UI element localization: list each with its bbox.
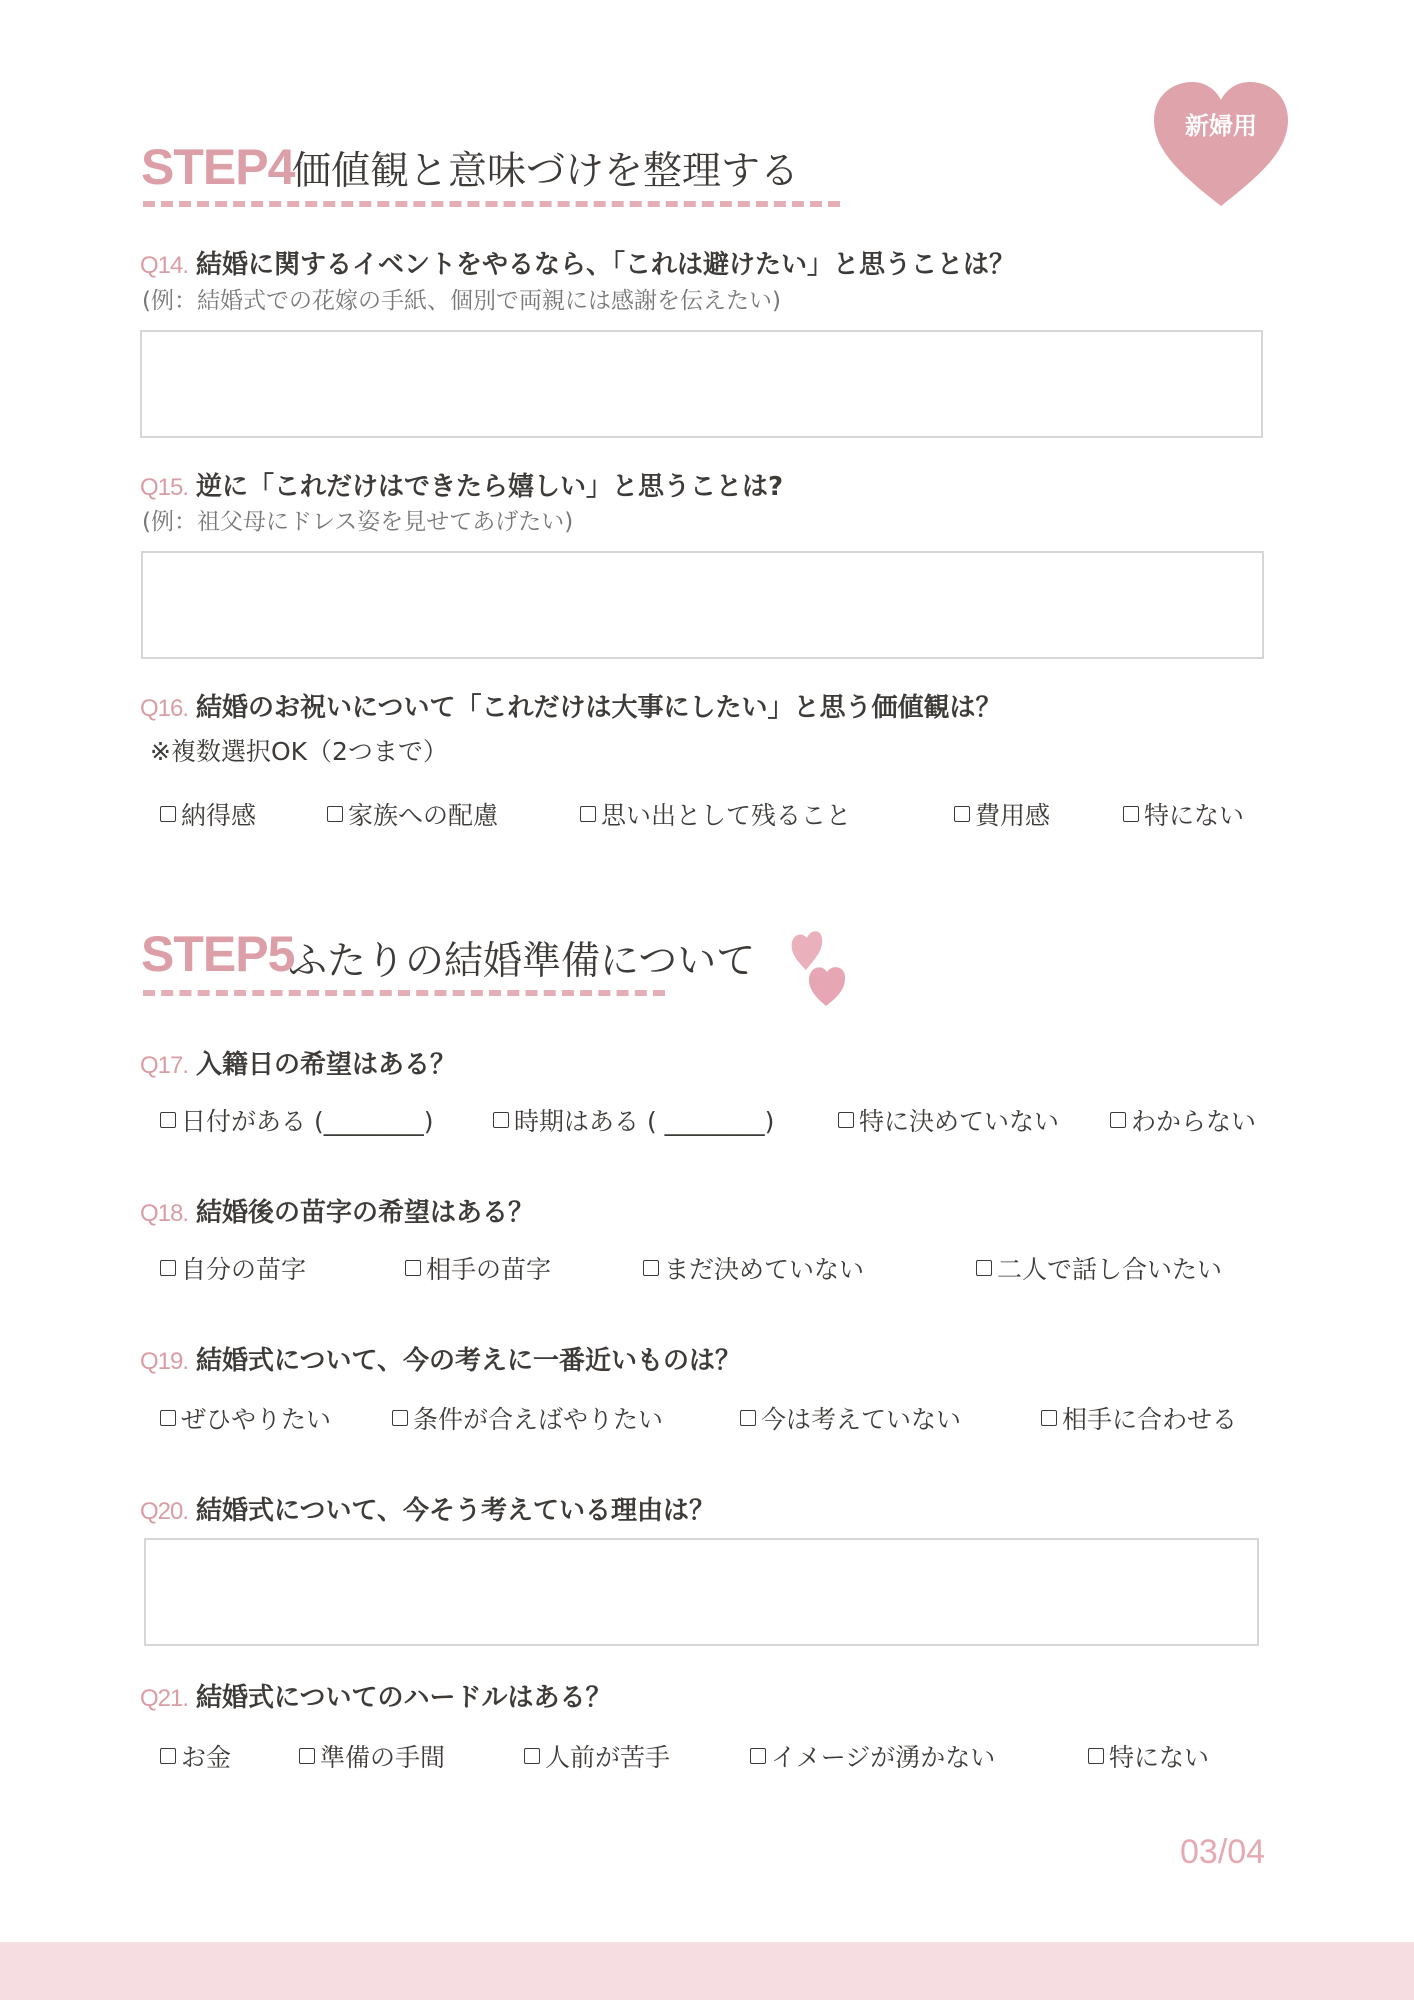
q14-number: Q14. [140,252,189,279]
q20-question [140,1490,715,1527]
step5-number: STEP5 [141,926,295,982]
checkbox[interactable] [1123,806,1139,822]
step5-underline [143,990,665,996]
q21-option[interactable]: 準備の手間 [299,1738,445,1774]
q14-question [140,244,1015,281]
checkbox[interactable] [838,1112,854,1128]
q17-option[interactable]: 日付がある (________) [160,1102,433,1138]
q18-question [140,1192,534,1229]
q14-hint: (例：結婚式での花嫁の手紙、個別で両親には感謝を伝えたい) [142,288,781,314]
q20-text: 結婚式について、今そう考えている理由は？ [196,1496,715,1526]
q21-text: 結婚式についてのハードルはある？ [196,1683,612,1713]
checkbox[interactable] [524,1748,540,1764]
checkbox[interactable] [160,1112,176,1128]
q19-number: Q19. [140,1348,189,1375]
q21-question [140,1677,612,1714]
q19-option[interactable]: 今は考えていない [740,1400,961,1436]
q18-text: 結婚後の苗字の希望はある？ [196,1198,535,1228]
q19-text: 結婚式について、今の考えに一番近いものは？ [196,1346,741,1376]
badge-label: 新婦用 [1185,112,1257,140]
q18-number: Q18. [140,1200,189,1227]
step5-title: ふたりの結婚準備について [288,939,756,984]
checkbox[interactable] [740,1410,756,1426]
checkbox[interactable] [392,1410,408,1426]
q20-number: Q20. [140,1498,189,1525]
q17-number: Q17. [140,1052,189,1079]
bride-badge [1150,78,1292,210]
q19-question [140,1340,741,1377]
checkbox[interactable] [750,1748,766,1764]
q16-option[interactable]: 家族への配慮 [327,796,498,832]
q15-number: Q15. [140,474,189,501]
checkbox[interactable] [493,1112,509,1128]
q21-option[interactable]: 特にない [1088,1738,1209,1774]
checkbox[interactable] [327,806,343,822]
q16-option[interactable]: 納得感 [160,796,256,832]
q16-option[interactable]: 思い出として残ること [580,796,851,832]
page-number: 03/04 [1180,1833,1266,1871]
q15-hint: (例：祖父母にドレス姿を見せてあげたい) [142,509,574,535]
checkbox[interactable] [580,806,596,822]
checkbox[interactable] [160,1410,176,1426]
q18-option[interactable]: 相手の苗字 [405,1250,551,1286]
checkbox[interactable] [954,806,970,822]
checkbox[interactable] [160,1260,176,1276]
step4-underline [143,201,840,207]
heart-icon [1150,78,1292,210]
q16-note: ※複数選択OK（2つまで） [150,737,448,766]
q15-text: 逆に「これだけはできたら嬉しい」と思うことは? [196,472,784,502]
q15-answer-box[interactable] [141,551,1264,659]
hearts-icon [790,922,862,1008]
checkbox[interactable] [405,1260,421,1276]
q21-option[interactable]: イメージが湧かない [750,1738,995,1774]
checkbox[interactable] [1110,1112,1126,1128]
q16-option[interactable]: 特にない [1123,796,1244,832]
step4-number: STEP4 [141,139,295,195]
q16-number: Q16. [140,695,189,722]
q18-option[interactable]: まだ決めていない [643,1250,864,1286]
q17-option[interactable]: 時期はある ( ________) [493,1102,774,1138]
q17-text: 入籍日の希望はある？ [196,1050,457,1080]
q16-question [140,687,1002,724]
checkbox[interactable] [1041,1410,1057,1426]
checkbox[interactable] [643,1260,659,1276]
checkbox[interactable] [976,1260,992,1276]
q14-text: 結婚に関するイベントをやるなら、「これは避けたい」と思うことは？ [196,250,1016,280]
step4-title: 価値観と意味づけを整理する [292,149,800,194]
q16-option[interactable]: 費用感 [954,796,1050,832]
q17-option[interactable]: 特に決めていない [838,1102,1059,1138]
q17-option[interactable]: わからない [1110,1102,1256,1138]
q21-option[interactable]: お金 [160,1738,231,1774]
q18-option[interactable]: 二人で話し合いたい [976,1250,1222,1286]
q19-option[interactable]: 相手に合わせる [1041,1400,1237,1436]
q16-text: 結婚のお祝いについて「これだけは大事にしたい」と思う価値観は？ [196,693,1002,723]
q17-question [140,1044,456,1081]
q15-question [140,466,783,503]
footer-bar [0,1942,1414,2000]
q20-answer-box[interactable] [144,1538,1259,1646]
q18-option[interactable]: 自分の苗字 [160,1250,306,1286]
checkbox[interactable] [299,1748,315,1764]
checkbox[interactable] [1088,1748,1104,1764]
checkbox[interactable] [160,1748,176,1764]
q19-option[interactable]: 条件が合えばやりたい [392,1400,663,1436]
q19-option[interactable]: ぜひやりたい [160,1400,331,1436]
q14-answer-box[interactable] [140,330,1263,438]
checkbox[interactable] [160,806,176,822]
q21-number: Q21. [140,1685,189,1712]
q21-option[interactable]: 人前が苦手 [524,1738,670,1774]
